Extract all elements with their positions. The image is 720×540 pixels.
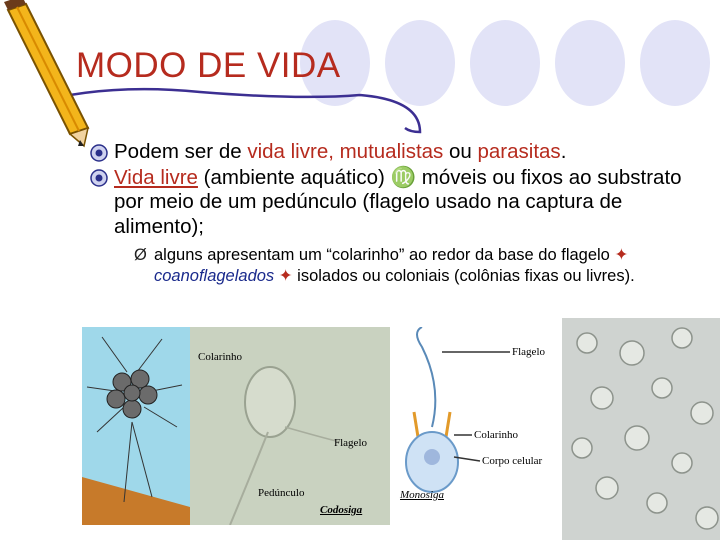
figure-monosiga (392, 327, 560, 525)
content-body (88, 140, 703, 287)
page-title: MODO DE VIDA (76, 46, 341, 85)
arrow-bullet-icon: Ø (134, 246, 147, 264)
label-pedunculo: Pedúnculo (258, 487, 305, 499)
arrow-symbol-icon: ♍ (390, 164, 417, 189)
label-corpo: Corpo celular (482, 455, 543, 467)
sub-bullet (134, 245, 703, 287)
figure-codosiga (190, 327, 390, 525)
sub-bullet-text: alguns apresentam um “colarinho” ao redor da base do flagelo ✦ coanoflagelados ✦ isolados ou coloniais (colônias fixas ou livres). (154, 246, 635, 285)
bullet-icon (88, 167, 110, 189)
bullet-2 (88, 165, 703, 240)
bullet-1-text: Podem ser de vida livre, mutualistas ou parasitas. (114, 140, 567, 163)
species-codosiga: Codosiga (320, 504, 363, 516)
bullet-2-text: Vida livre (ambiente aquático) ♍ móveis ou fixos ao substrato por meio de um pedúnculo (flagelo usado na captura de alimento); (114, 164, 682, 238)
label-colarinho-2: Colarinho (474, 429, 518, 441)
figure-micrograph (562, 318, 720, 540)
label-colarinho: Colarinho (198, 351, 242, 363)
label-flagelo-2: Flagelo (512, 346, 545, 358)
bullet-1 (88, 140, 703, 165)
bullet-icon (88, 142, 110, 164)
label-flagelo: Flagelo (334, 437, 367, 449)
vida-livre-link[interactable]: Vida livre (114, 165, 198, 189)
figure-colony (82, 327, 190, 525)
species-monosiga: Monosiga (400, 489, 444, 501)
